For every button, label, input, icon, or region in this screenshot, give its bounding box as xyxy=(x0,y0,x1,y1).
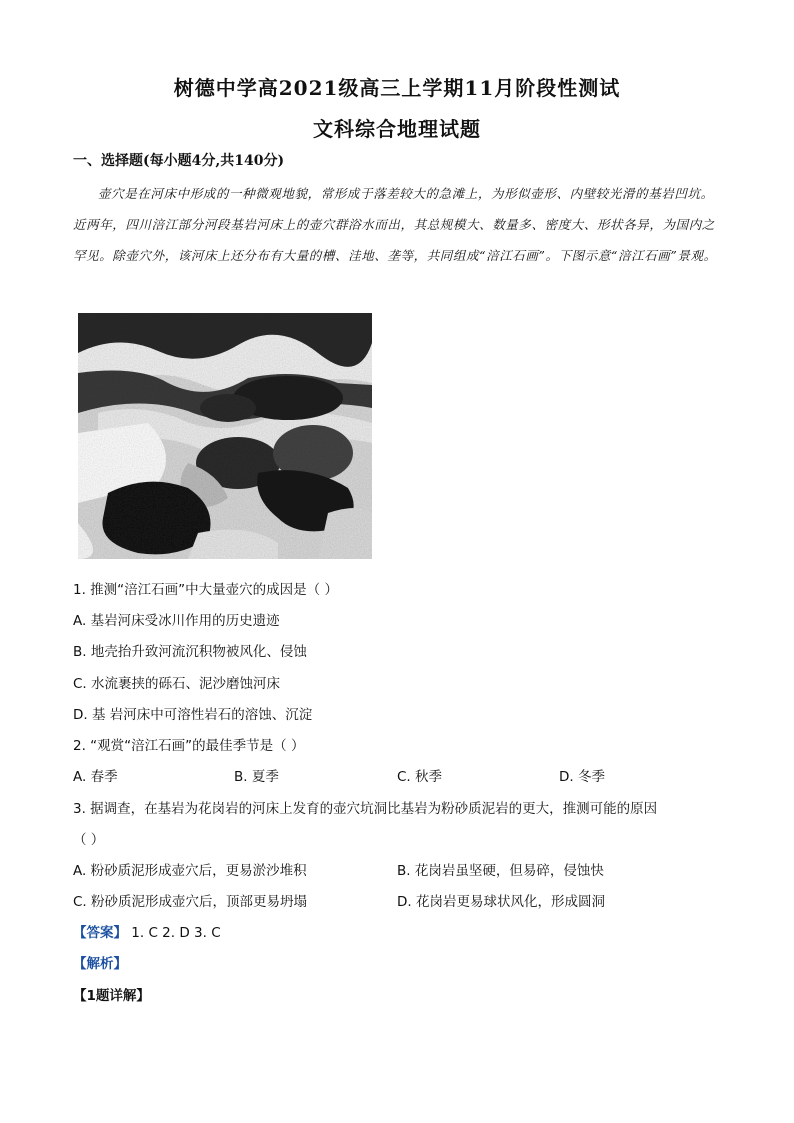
question-3-stem: 3. 据调查，在基岩为花岗岩的河床上发育的壶穴坑洞比基岩为粉砂质泥岩的更大，推测可能的原因 xyxy=(73,801,658,817)
question-1-option-c: C. 水流裹挟的砾石、泥沙磨蚀河床 xyxy=(73,676,281,692)
answer-values: 1. C 2. D 3. C xyxy=(131,925,221,941)
exam-subtitle: 文科综合地理试题 xyxy=(313,117,481,141)
question-3-stem-continuation: （ ） xyxy=(73,832,105,848)
question-1-detail-label: 【1题详解】 xyxy=(73,988,150,1004)
question-1-option-a: A. 基岩河床受冰川作用的历史遗迹 xyxy=(73,613,280,629)
answer-line xyxy=(73,921,221,941)
question-3-option-d: D. 花岗岩更易球状风化，形成圆洞 xyxy=(397,894,605,910)
question-3-option-b: B. 花岗岩虽坚硬，但易碎，侵蚀快 xyxy=(397,863,604,879)
question-1-option-d: D. 基 岩河床中可溶性岩石的溶蚀、沉淀 xyxy=(73,707,313,723)
riverbed-potholes-photo xyxy=(78,313,372,559)
analysis-label: 【解析】 xyxy=(73,956,127,972)
question-1-option-b: B. 地壳抬升致河流沉积物被风化、侵蚀 xyxy=(73,644,307,660)
question-2-option-d: D. 冬季 xyxy=(559,769,605,785)
section-heading: 一、选择题(每小题4分,共140分) xyxy=(73,153,285,169)
question-2-option-b: B. 夏季 xyxy=(234,769,279,785)
reading-passage: 壶穴是在河床中形成的一种微观地貌，常形成于落差较大的急滩上，为形似壶形、内壁较光滑的基岩凹坑。近两年，四川涪江部分河段基岩河床上的壶穴群浴水而出，其总规模大、数量多、密度大、形状各异，为国内之罕见。除壶穴外，该河床上还分布有大量的槽、洼地、垄等，共同组成“涪江石画”。下图示意“涪江石画”景观。 xyxy=(73,186,717,263)
exam-title: 树德中学高2021级高三上学期11月阶段性测试 xyxy=(173,76,621,100)
question-2-stem: 2. “观赏“涪江石画”的最佳季节是（ ） xyxy=(73,738,305,754)
question-2-option-a: A. 春季 xyxy=(73,769,118,785)
question-3-option-c: C. 粉砂质泥形成壶穴后，顶部更易坍塌 xyxy=(73,894,308,910)
question-2-option-c: C. 秋季 xyxy=(397,769,443,785)
answer-label: 【答案】 xyxy=(73,925,127,941)
question-3-option-a: A. 粉砂质泥形成壶穴后，更易淤沙堆积 xyxy=(73,863,307,879)
question-1-stem: 1. 推测“涪江石画”中大量壶穴的成因是（ ） xyxy=(73,582,338,598)
